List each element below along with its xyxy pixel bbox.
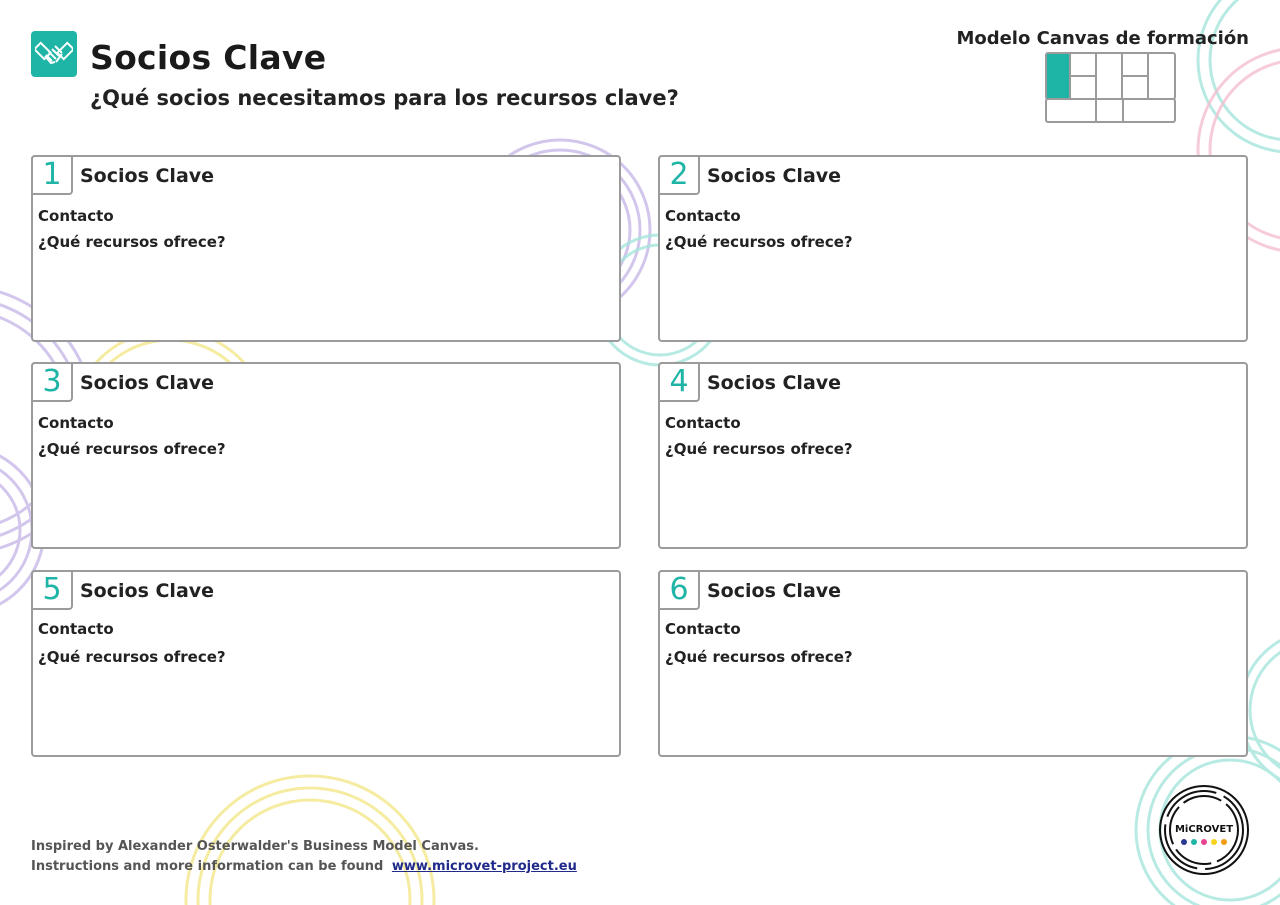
logo-text: MiCROVET [1174,824,1234,835]
microvet-logo [1157,783,1251,877]
card-question: ¿Qué recursos ofrece? [665,233,853,251]
card-question: ¿Qué recursos ofrece? [38,233,226,251]
canvas-grid-icon [1045,52,1176,123]
card-number: 4 [658,362,700,402]
partner-card-3 [31,362,621,549]
card-number: 1 [31,155,73,195]
partner-card-6 [658,570,1248,757]
partner-card-4 [658,362,1248,549]
card-question: ¿Qué recursos ofrece? [38,440,226,458]
partner-card-1 [31,155,621,342]
card-question: ¿Qué recursos ofrece? [665,440,853,458]
card-contact-label: Contacto [38,207,114,225]
footer-instructions [31,858,577,876]
card-number: 6 [658,570,700,610]
card-title: Socios Clave [707,372,842,394]
partner-card-5 [31,570,621,757]
card-question: ¿Qué recursos ofrece? [665,648,853,666]
card-number: 3 [31,362,73,402]
card-number: 5 [31,570,73,610]
page-title: Socios Clave [90,38,327,77]
footer-credit: Inspired by Alexander Osterwalder's Business Model Canvas. [31,839,479,854]
partner-card-2 [658,155,1248,342]
handshake-icon [31,31,77,77]
project-website-link[interactable]: www.microvet-project.eu [391,859,577,874]
card-contact-label: Contacto [665,207,741,225]
card-title: Socios Clave [80,372,215,394]
card-question: ¿Qué recursos ofrece? [38,648,226,666]
footer-instructions-text: Instructions and more information can be found [31,859,384,874]
card-number: 2 [658,155,700,195]
canvas-label: Modelo Canvas de formación [956,28,1249,49]
card-contact-label: Contacto [665,620,741,638]
page-subtitle: ¿Qué socios necesitamos para los recursos clave? [90,86,679,110]
card-title: Socios Clave [707,165,842,187]
card-title: Socios Clave [80,165,215,187]
card-contact-label: Contacto [38,414,114,432]
card-title: Socios Clave [80,580,215,602]
card-title: Socios Clave [707,580,842,602]
card-contact-label: Contacto [38,620,114,638]
card-contact-label: Contacto [665,414,741,432]
